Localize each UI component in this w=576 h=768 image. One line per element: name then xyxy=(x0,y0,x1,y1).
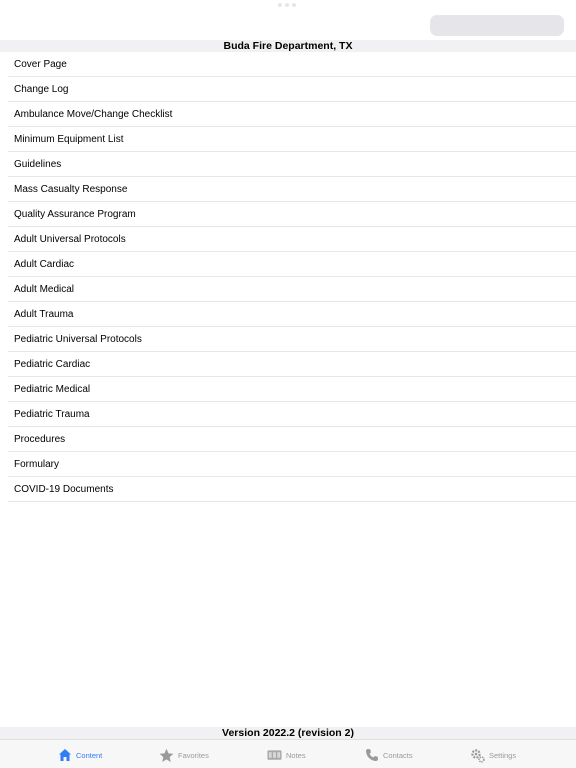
list-item[interactable]: Pediatric Medical xyxy=(0,377,576,402)
list-item[interactable]: Adult Trauma xyxy=(0,302,576,327)
tab-label: Settings xyxy=(489,750,517,760)
search-field[interactable] xyxy=(430,15,564,36)
page-title: Buda Fire Department, TX xyxy=(0,40,576,52)
list-item[interactable]: Quality Assurance Program xyxy=(0,202,576,227)
list-item[interactable]: Adult Medical xyxy=(0,277,576,302)
list-item[interactable]: Guidelines xyxy=(0,152,576,177)
tab-label: Content xyxy=(76,750,103,760)
list-item[interactable]: COVID-19 Documents xyxy=(0,477,576,502)
gear-icon xyxy=(470,748,485,763)
tab-settings[interactable] xyxy=(470,745,516,765)
list-item[interactable]: Pediatric Trauma xyxy=(0,402,576,427)
list-item[interactable]: Cover Page xyxy=(0,52,576,77)
tab-notes[interactable] xyxy=(267,745,306,765)
list-item[interactable]: Adult Universal Protocols xyxy=(0,227,576,252)
tab-label: Favorites xyxy=(178,750,209,760)
list-item[interactable]: Pediatric Universal Protocols xyxy=(0,327,576,352)
notes-icon xyxy=(267,748,282,763)
list-item[interactable]: Pediatric Cardiac xyxy=(0,352,576,377)
star-icon xyxy=(159,748,174,763)
list-item[interactable]: Change Log xyxy=(0,77,576,102)
tab-label: Contacts xyxy=(383,750,413,760)
tab-favorites[interactable] xyxy=(159,745,209,765)
list-item[interactable]: Formulary xyxy=(0,452,576,477)
list-item[interactable]: Minimum Equipment List xyxy=(0,127,576,152)
tab-contacts[interactable] xyxy=(364,745,413,765)
tab-label: Notes xyxy=(286,750,306,760)
dot xyxy=(278,3,282,7)
list-item[interactable]: Adult Cardiac xyxy=(0,252,576,277)
dot xyxy=(285,3,289,7)
dot xyxy=(292,3,296,7)
home-icon xyxy=(57,748,72,763)
tab-content[interactable] xyxy=(57,745,102,765)
list-item[interactable]: Mass Casualty Response xyxy=(0,177,576,202)
phone-icon xyxy=(364,748,379,763)
list-item[interactable]: Procedures xyxy=(0,427,576,452)
multitasking-indicator[interactable] xyxy=(278,3,298,7)
list-item[interactable]: Ambulance Move/Change Checklist xyxy=(0,102,576,127)
version-label: Version 2022.2 (revision 2) xyxy=(0,727,576,739)
tab-bar xyxy=(0,739,576,768)
content-list xyxy=(0,52,576,502)
